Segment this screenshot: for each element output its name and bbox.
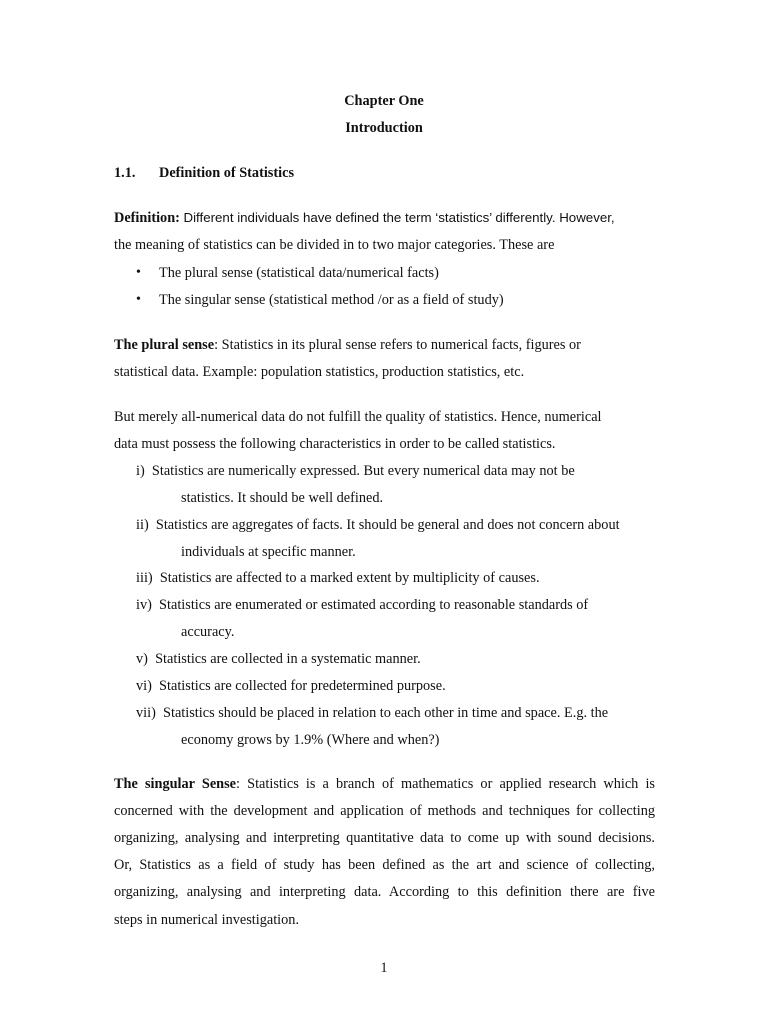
plural-line-2: statistical data. Example: population statistics, production statistics, etc. — [114, 364, 525, 380]
plural-line-1 — [114, 336, 581, 354]
section-title: Definition of Statistics — [159, 165, 295, 181]
singular-line-5: organizing, analysing and interpreting data. According to this definition there are five — [114, 884, 655, 900]
list-item-text: Statistics are collected in a systematic manner. — [155, 651, 421, 667]
bullet-item-singular: The singular sense (statistical method /or as a field of study) — [159, 292, 504, 308]
list-item-number: iv) — [136, 597, 152, 613]
list-item-number: vii) — [136, 705, 156, 721]
bullet-dot-2: • — [136, 292, 141, 307]
list-item-7 — [136, 704, 608, 722]
list-item-text: Statistics are collected for predetermined purpose. — [159, 678, 446, 694]
bullet-item-plural: The plural sense (statistical data/numerical facts) — [159, 265, 439, 281]
page-number: 1 — [380, 960, 388, 976]
singular-line-4: Or, Statistics as a field of study has been defined as the art and science of collecting, — [114, 857, 655, 873]
singular-text-1: : Statistics is a branch of mathematics or applied research which is — [236, 776, 655, 792]
chapter-title: Introduction — [345, 120, 423, 136]
list-item-1-continuation: statistics. It should be well defined. — [181, 490, 384, 506]
list-item-5 — [136, 650, 421, 668]
singular-line-2: concerned with the development and application of methods and techniques for collecting — [114, 803, 655, 819]
list-item-4-continuation: accuracy. — [181, 624, 235, 640]
list-item-text: Statistics are aggregates of facts. It should be general and does not concern about — [155, 517, 620, 533]
definition-text-1: Different individuals have defined the term ‘statistics’ differently. However, — [183, 210, 615, 225]
merely-line-2: data must possess the following characteristics in order to be called statistics. — [114, 436, 556, 452]
list-item-number: ii) — [136, 517, 149, 533]
list-item-7-continuation: economy grows by 1.9% (Where and when?) — [181, 732, 440, 748]
bullet-dot-1: • — [136, 265, 141, 280]
list-item-text: Statistics are numerically expressed. But every numerical data may not be — [151, 463, 575, 479]
list-item-text: Statistics are enumerated or estimated according to reasonable standards of — [159, 597, 589, 613]
list-item-number: iii) — [136, 570, 153, 586]
merely-line-1: But merely all-numerical data do not fulfill the quality of statistics. Hence, numerical — [114, 409, 602, 425]
singular-label: The singular Sense — [114, 776, 237, 792]
singular-line-6: steps in numerical investigation. — [114, 912, 300, 928]
section-number: 1.1. — [114, 165, 136, 181]
definition-label: Definition: — [114, 210, 180, 226]
list-item-6 — [136, 677, 446, 695]
list-item-2-continuation: individuals at specific manner. — [181, 544, 356, 560]
list-item-number: v) — [136, 651, 148, 667]
definition-line-1 — [114, 209, 615, 227]
list-item-4 — [136, 596, 588, 614]
plural-label: The plural sense — [114, 337, 215, 353]
list-item-number: vi) — [136, 678, 152, 694]
list-item-2 — [136, 516, 620, 534]
list-item-3 — [136, 569, 540, 587]
plural-text-1: : Statistics in its plural sense refers to numerical facts, figures or — [214, 337, 581, 353]
singular-line-1 — [114, 775, 655, 793]
list-item-text: Statistics should be placed in relation to each other in time and space. E.g. the — [163, 705, 609, 721]
list-item-1 — [136, 462, 575, 480]
chapter-label: Chapter One — [344, 93, 424, 109]
list-item-text: Statistics are affected to a marked extent by multiplicity of causes. — [159, 570, 540, 586]
definition-line-2: the meaning of statistics can be divided in to two major categories. These are — [114, 237, 555, 253]
list-item-number: i) — [136, 463, 145, 479]
singular-line-3: organizing, analysing and interpreting quantitative data to come up with sound decisions. — [114, 830, 655, 846]
